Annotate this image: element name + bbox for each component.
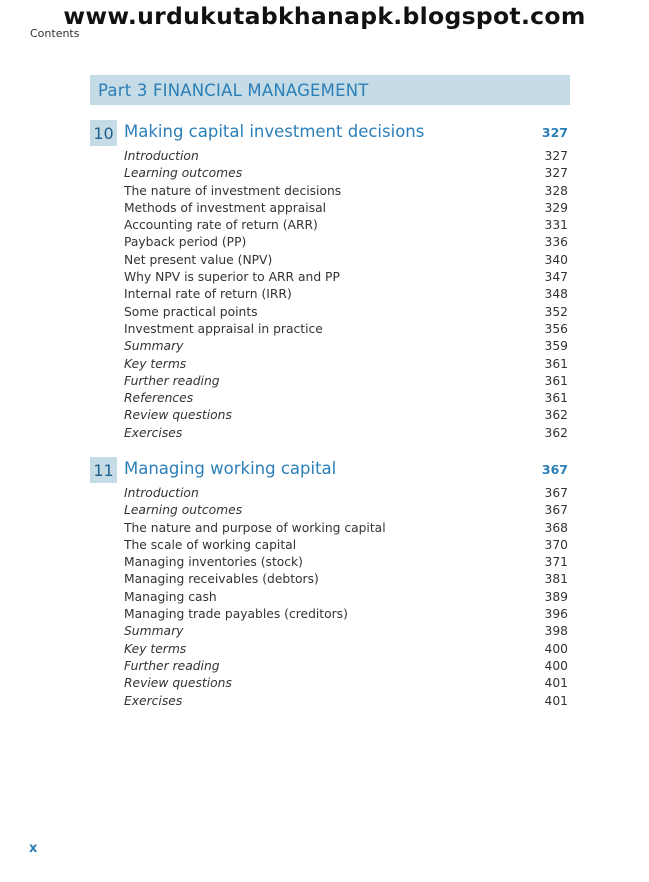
toc-entry-page: 400: [544, 658, 568, 673]
toc-entry[interactable]: [90, 286, 570, 303]
running-head: Contents: [30, 27, 80, 40]
toc-entry-label: Payback period (PP): [124, 235, 247, 250]
toc-entry-label: Managing inventories (stock): [124, 555, 303, 570]
toc-entry-page: 327: [544, 149, 568, 163]
toc-entry-page: 356: [544, 321, 568, 336]
toc-entry[interactable]: [90, 200, 570, 217]
toc-entry-label: Managing receivables (debtors): [124, 572, 319, 587]
toc-entry-page: 329: [544, 200, 568, 215]
toc-entry-label: The nature and purpose of working capital: [124, 520, 386, 535]
toc-entry-page: 400: [544, 641, 568, 656]
toc-entry[interactable]: [90, 338, 570, 355]
toc-entry-label: Introduction: [124, 149, 199, 163]
toc-entry[interactable]: [90, 537, 570, 554]
toc-entry-label: Investment appraisal in practice: [124, 321, 323, 336]
toc-entry-label: Summary: [124, 339, 184, 354]
toc-entry-label: Some practical points: [124, 304, 258, 319]
toc-entry[interactable]: [90, 269, 570, 286]
toc-entry-page: 331: [544, 218, 568, 233]
chapter-10: [90, 120, 570, 442]
toc-entry-page: 362: [544, 425, 568, 440]
toc-entry-list: [90, 148, 570, 442]
toc-entry-label: Why NPV is superior to ARR and PP: [124, 270, 340, 285]
toc-entry[interactable]: [90, 148, 570, 165]
part-title: Part 3 FINANCIAL MANAGEMENT: [98, 80, 369, 100]
toc-entry[interactable]: [90, 502, 570, 519]
toc-entry[interactable]: [90, 407, 570, 424]
toc-entry-label: Net present value (NPV): [124, 252, 273, 267]
toc-entry-label: The nature of investment decisions: [124, 183, 342, 198]
toc-entry[interactable]: [90, 183, 570, 200]
chapter-number: 10: [90, 120, 117, 146]
toc-entry-label: Further reading: [124, 373, 220, 388]
part-heading: [90, 75, 570, 105]
toc-entry-label: Key terms: [124, 641, 187, 656]
toc-entry-label: Learning outcomes: [124, 166, 243, 181]
toc-entry-label: Accounting rate of return (ARR): [124, 218, 318, 233]
toc-entry-label: Exercises: [124, 693, 183, 708]
toc-entry-page: 361: [544, 356, 568, 371]
toc-entry-page: 389: [544, 589, 568, 604]
toc-entry-page: 396: [544, 607, 568, 622]
toc-entry-label: References: [124, 391, 194, 406]
toc-entry[interactable]: [90, 606, 570, 623]
toc-entry[interactable]: [90, 658, 570, 675]
toc-entry-page: 336: [544, 235, 568, 250]
toc-entry-page: 352: [544, 304, 568, 319]
toc-entry[interactable]: [90, 304, 570, 321]
toc-entry[interactable]: [90, 373, 570, 390]
toc-entry[interactable]: [90, 675, 570, 692]
toc-entry-page: 371: [544, 555, 568, 570]
toc-entry-page: 361: [544, 373, 568, 388]
chapter-page: 327: [541, 125, 568, 140]
toc-entry-label: Key terms: [124, 356, 187, 371]
chapter-page: 367: [541, 462, 568, 477]
toc-entry[interactable]: [90, 234, 570, 251]
toc-entry-page: 347: [544, 270, 568, 285]
toc-entry-label: Summary: [124, 624, 184, 639]
toc-entry-page: 381: [544, 572, 568, 587]
toc-entry-page: 361: [544, 391, 568, 406]
toc-entry-page: 398: [544, 624, 568, 639]
toc-entry-page: 401: [544, 693, 568, 708]
toc-entry-page: 368: [544, 520, 568, 535]
toc-entry-page: 348: [544, 287, 568, 302]
toc-entry-page: 401: [544, 676, 568, 691]
chapter-title: Managing working capital: [124, 459, 337, 478]
toc-entry[interactable]: [90, 321, 570, 338]
toc-entry-label: Further reading: [124, 658, 220, 673]
toc-entry[interactable]: [90, 165, 570, 182]
toc-entry-page: 367: [544, 503, 568, 518]
toc-entry-label: Managing cash: [124, 589, 217, 604]
toc-entry-page: 328: [544, 183, 568, 198]
toc-entry-page: 362: [544, 408, 568, 423]
toc-entry-label: The scale of working capital: [124, 537, 297, 552]
watermark-url: www.urdukutabkhanapk.blogspot.com: [63, 2, 586, 30]
toc-entry[interactable]: [90, 356, 570, 373]
toc-entry-page: 367: [544, 486, 568, 500]
toc-entry[interactable]: [90, 485, 570, 502]
page-folio: x: [29, 841, 38, 856]
chapter-heading[interactable]: [90, 120, 570, 146]
toc-entry-page: 370: [544, 537, 568, 552]
toc-entry[interactable]: [90, 217, 570, 234]
chapter-heading[interactable]: [90, 457, 570, 483]
toc-entry[interactable]: [90, 520, 570, 537]
toc-entry[interactable]: [90, 252, 570, 269]
toc-entry[interactable]: [90, 693, 570, 710]
toc-entry-label: Managing trade payables (creditors): [124, 607, 348, 622]
toc-entry-label: Internal rate of return (IRR): [124, 287, 292, 302]
toc-entry-label: Review questions: [124, 676, 232, 691]
toc-entry-label: Methods of investment appraisal: [124, 200, 327, 215]
toc-entry-label: Introduction: [124, 486, 199, 500]
toc-entry-page: 359: [544, 339, 568, 354]
chapter-number: 11: [90, 457, 117, 483]
toc-entry[interactable]: [90, 641, 570, 658]
toc-entry-page: 327: [544, 166, 568, 181]
toc-entry-page: 340: [544, 252, 568, 267]
toc-entry[interactable]: [90, 571, 570, 588]
chapter-11: [90, 457, 570, 710]
toc-entry-label: Learning outcomes: [124, 503, 243, 518]
toc-entry[interactable]: [90, 390, 570, 407]
chapter-title: Making capital investment decisions: [124, 122, 425, 141]
toc-entry-label: Review questions: [124, 408, 232, 423]
toc-entry-list: [90, 485, 570, 710]
toc-entry[interactable]: [90, 623, 570, 640]
toc-entry-label: Exercises: [124, 425, 183, 440]
toc-entry[interactable]: [90, 425, 570, 442]
toc-entry[interactable]: [90, 589, 570, 606]
toc-entry[interactable]: [90, 554, 570, 571]
